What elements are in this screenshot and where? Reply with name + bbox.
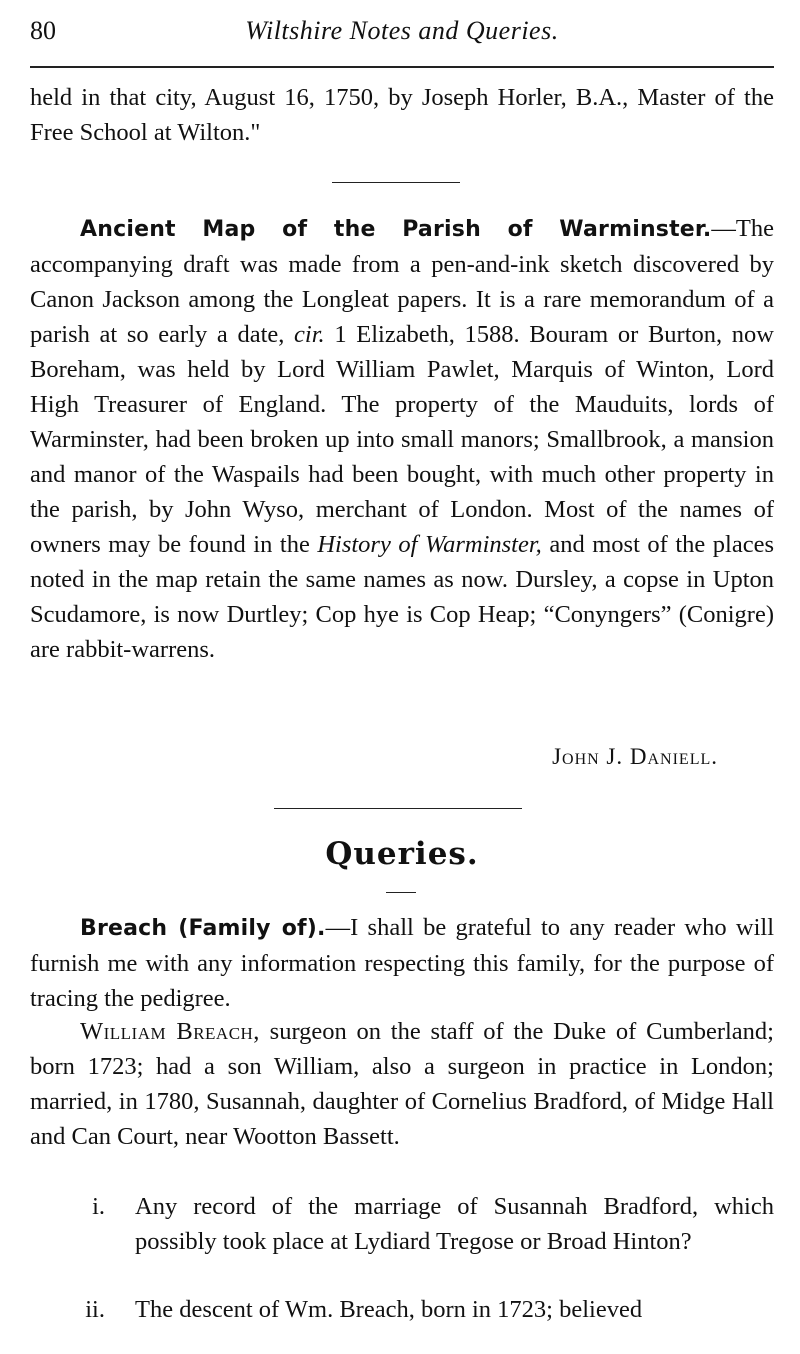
continued-paragraph: held in that city, August 16, 1750, by Joseph Horler, B.A., Master of the Free School at Wilton." <box>30 84 774 146</box>
journal-title: Wiltshire Notes and Queries. <box>245 16 559 45</box>
article-paragraph <box>30 211 774 667</box>
article-title: Ancient Map of the Parish of Warminster. <box>80 217 712 242</box>
list-item-text: The descent of Wm. Breach, born in 1723; believed <box>135 1296 643 1323</box>
article-signature: John J. Daniell. <box>552 744 718 769</box>
page-number: 80 <box>30 16 56 45</box>
query-list-item <box>30 1292 774 1327</box>
queries-heading: Queries. <box>325 836 479 872</box>
person-name: William Breach, <box>80 1018 260 1045</box>
query-title: Breach (Family of). <box>80 916 326 941</box>
heading-dash <box>386 892 416 893</box>
query-body: —I shall be grateful to any reader who will furnish me with any information respecting this family, for the purpose of tracing the pedigree. <box>30 914 774 1012</box>
article-body-part1: —The accompanying draft was made from a pen-and-ink sketch discovered by Canon Jackson among the Longleat papers. It is a rare memorandum of a parish at so early a date, <box>30 215 774 348</box>
query-paragraph <box>30 910 774 1016</box>
article-body-part2: 1 Elizabeth, 1588. Bouram or Burton, now Boreham, was held by Lord William Pawlet, Marquis of Winton, Lord High Treasurer of England. The property of the Mauduits, lords of Warminster, had been broken up into small manors; Smallbrook, a mansion and manor of the Waspails had been bought, with much other property in the parish, by John Wyso, merchant of London. Most of the names of owners may be found in the <box>30 321 774 558</box>
section-divider <box>332 182 460 183</box>
article-abbrev-cir: cir. <box>294 321 325 348</box>
article-body-part3: and most of the places noted in the map retain the same names as now. Dursley, a copse in Upton Scudamore, is now Durtley; Cop hye is Cop Heap; “Conyngers” (Conigre) are rabbit-warrens. <box>30 531 774 663</box>
article-book-title: History of Warminster, <box>317 531 542 558</box>
running-head <box>30 14 774 54</box>
query-detail-paragraph <box>30 1014 774 1154</box>
header-rule <box>30 66 774 68</box>
person-body: surgeon on the staff of the Duke of Cumberland; born 1723; had a son William, also a surgeon in practice in London; married, in 1780, Susannah, daughter of Cornelius Bradford, of Midge Hall and Can Court, near Wootton Bassett. <box>30 1018 774 1150</box>
book-page <box>30 0 774 1354</box>
list-item-text: Any record of the marriage of Susannah Bradford, which possibly took place at Lydiard Tregose or Broad Hinton? <box>135 1193 774 1255</box>
query-list-item <box>30 1189 774 1259</box>
list-item-number: i. <box>92 1193 105 1220</box>
list-item-number: ii. <box>85 1296 105 1323</box>
section-divider <box>274 808 522 809</box>
